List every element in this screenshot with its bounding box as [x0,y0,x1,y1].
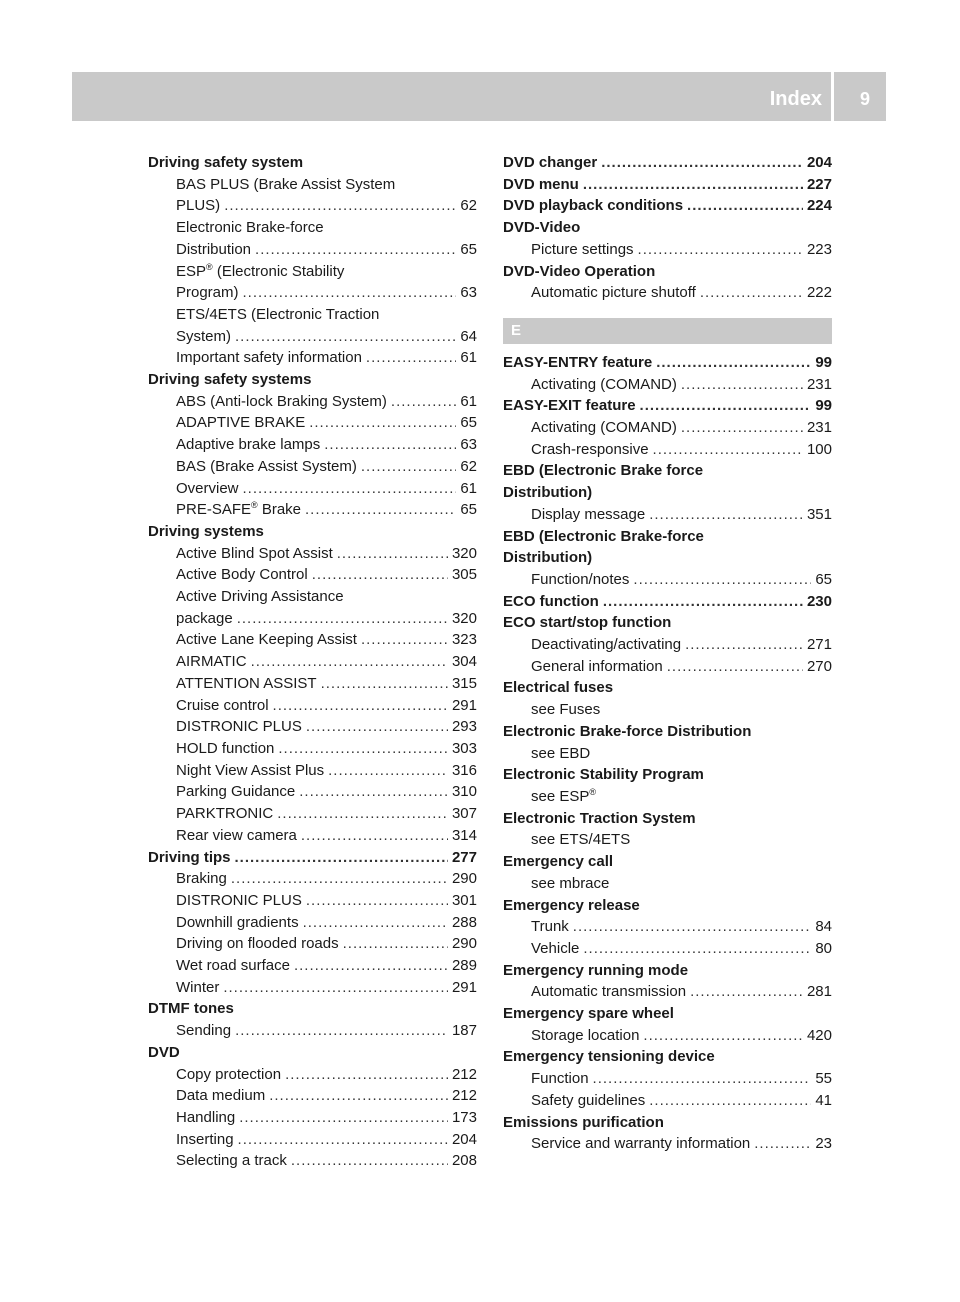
index-subentry[interactable] [503,1133,832,1155]
dot-leader [224,195,456,217]
page-reference[interactable]: 293 [451,718,477,736]
index-heading: Electronic Traction System [503,809,696,827]
entry-term: BAS (Brake Assist System) [176,457,357,475]
index-subentry[interactable] [148,564,477,586]
dot-leader [649,504,803,526]
index-heading: Driving safety system [148,154,304,171]
index-subentry[interactable] [148,1020,477,1042]
dot-leader [640,395,812,417]
page-reference[interactable]: 307 [451,805,477,823]
index-heading: Distribution) [503,549,593,567]
dot-leader [269,1085,448,1107]
index-subentry[interactable] [148,282,477,304]
dot-leader [754,1133,811,1155]
dot-leader [299,781,448,803]
entry-term: DVD menu [503,175,579,193]
index-subentry-text: ESP® (Electronic Stability [176,261,345,280]
index-subentry[interactable] [503,239,832,261]
page-reference[interactable]: 291 [451,978,477,996]
entry-term: Handling [176,1108,236,1126]
index-heading-entry[interactable] [503,395,832,417]
dot-leader [653,439,803,461]
entry-term: Data medium [176,1087,266,1105]
index-subentry[interactable] [148,391,477,413]
dot-leader [603,591,803,613]
page-reference[interactable]: 208 [451,1152,477,1170]
index-subentry[interactable] [148,456,477,478]
entry-term: Inserting [176,1130,234,1148]
entry-term: HOLD function [176,739,275,757]
page-reference[interactable]: 270 [806,657,832,675]
entry-term: Night View Assist Plus [176,761,325,779]
index-heading: Driving safety systems [148,371,312,389]
entry-term: Wet road surface [176,957,290,975]
page-reference[interactable]: 281 [806,983,832,1001]
dot-leader [223,977,448,999]
page-reference[interactable]: 314 [451,826,477,844]
index-subentry-text: see mbrace [531,874,610,892]
page-reference[interactable]: 290 [451,870,477,888]
dot-leader [321,673,448,695]
dot-leader [306,890,448,912]
entry-term: Picture settings [531,240,634,258]
dot-leader [328,760,448,782]
page-reference[interactable]: 65 [460,414,477,432]
page-reference[interactable]: 204 [806,154,832,171]
page-reference[interactable]: 315 [451,674,477,692]
index-subentry[interactable] [503,504,832,526]
dot-leader [277,803,448,825]
index-heading: Distribution) [503,484,593,502]
dot-leader [337,543,448,565]
page-reference[interactable]: 64 [460,327,477,345]
entry-term: PARKTRONIC [176,805,274,823]
page-reference[interactable]: 65 [815,570,832,588]
page-number: 9 [859,89,870,109]
page-reference[interactable]: 204 [451,1130,477,1148]
index-subentry[interactable] [148,803,477,825]
index-heading: ECO start/stop function [503,614,672,632]
index-heading: Emissions purification [503,1113,664,1131]
entry-term: AIRMATIC [176,653,247,671]
index-subentry[interactable] [148,977,477,999]
page-reference[interactable]: 84 [815,918,832,936]
index-subentry-text: see ETS/4ETS [531,831,631,849]
page-reference[interactable]: 290 [451,935,477,953]
index-subentry-text: BAS PLUS (Brake Assist System [176,175,396,193]
dot-leader [681,374,803,396]
index-subentry[interactable] [503,374,832,396]
index-subentry[interactable] [148,499,477,521]
page-reference[interactable]: 23 [815,1135,832,1153]
index-heading: Electrical fuses [503,679,614,697]
page-reference[interactable]: 222 [806,284,832,302]
dot-leader [324,434,456,456]
page-reference[interactable]: 277 [451,848,477,866]
page-reference[interactable]: 55 [815,1070,832,1088]
index-heading: Driving systems [148,522,264,540]
entry-term: Activating (COMAND) [531,375,677,393]
dot-leader [681,417,803,439]
page-reference[interactable]: 231 [806,375,832,393]
index-subentry[interactable] [148,868,477,890]
dot-leader [638,239,803,261]
entry-term: Winter [176,978,220,996]
entry-term: ADAPTIVE BRAKE [176,414,306,432]
dot-leader [667,656,803,678]
page-reference[interactable]: 63 [460,284,477,302]
index-subentry[interactable] [148,825,477,847]
entry-term: Parking Guidance [176,783,296,801]
entry-term: Driving tips [148,848,231,866]
dot-leader [312,564,448,586]
page-reference[interactable]: 316 [451,761,477,779]
page-reference[interactable]: 320 [451,544,477,562]
dot-leader [305,499,456,521]
index-heading: DVD [148,1043,180,1061]
index-heading: Emergency call [503,853,614,871]
page-reference[interactable]: 301 [451,891,477,909]
page-reference[interactable]: 304 [451,653,477,671]
page-reference[interactable]: 320 [451,609,477,627]
dot-leader [243,282,457,304]
index-subentry[interactable] [148,347,477,369]
letter-heading: E [503,318,832,344]
index-subentry[interactable] [148,195,477,217]
section-title: Index [769,88,822,110]
index-heading-entry[interactable] [503,352,832,374]
entry-term: Automatic picture shutoff [531,284,696,302]
dot-leader [361,456,456,478]
page-reference[interactable]: 289 [451,957,477,975]
page-reference[interactable]: 224 [806,197,832,215]
dot-leader [231,868,448,890]
entry-term: System) [176,327,232,345]
index-column-left [148,152,477,1172]
index-subentry[interactable] [148,890,477,912]
page-reference[interactable]: 65 [460,501,477,519]
dot-leader [700,282,803,304]
entry-term: Service and warranty information [531,1135,751,1153]
entry-term: Copy protection [176,1065,282,1083]
index-subentry-text: see EBD [531,744,591,762]
index-heading: Electronic Stability Program [503,766,704,784]
index-subentry[interactable] [148,412,477,434]
index-subentry[interactable] [148,629,477,651]
entry-term: General information [531,657,663,675]
page-reference[interactable]: 99 [815,353,832,371]
dot-leader [366,347,456,369]
entry-term: ECO function [503,592,599,610]
page-reference[interactable]: 310 [451,783,477,801]
page-reference[interactable]: 65 [460,240,477,258]
page-reference[interactable]: 61 [460,479,477,497]
index-subentry[interactable] [503,981,832,1003]
entry-term: DVD playback conditions [503,197,684,215]
index-heading: Emergency release [503,896,640,914]
index-heading: EBD (Electronic Brake-force [503,527,704,545]
entry-term: ABS (Anti-lock Braking System) [176,392,387,410]
dot-leader [243,478,457,500]
page-reference[interactable]: 231 [806,419,832,437]
index-subentry[interactable] [148,1150,477,1172]
entry-term: Distribution [176,240,252,258]
index-subentry[interactable] [148,716,477,738]
registered-mark: ® [589,786,597,797]
index-subentry[interactable] [148,543,477,565]
index-heading: Emergency spare wheel [503,1005,674,1023]
index-subentry[interactable] [503,569,832,591]
page-reference[interactable]: 212 [451,1087,477,1105]
dot-leader [294,955,448,977]
entry-term: Program) [176,284,239,302]
entry-term: DISTRONIC PLUS [176,718,302,736]
index-subentry[interactable] [503,916,832,938]
page-reference[interactable]: 351 [806,505,832,523]
index-heading-entry[interactable] [503,195,832,217]
entry-term: Downhill gradients [176,913,299,931]
entry-term: Function/notes [531,570,630,588]
entry-term: Overview [176,479,239,497]
page-reference[interactable]: 288 [451,913,477,931]
index-subentry-text: see ESP® [531,786,597,805]
entry-term: Crash-responsive [531,440,649,458]
entry-term: Rear view camera [176,826,297,844]
index-subentry[interactable] [503,634,832,656]
index-heading: DTMF tones [148,1000,234,1018]
dot-leader [235,326,456,348]
entry-term: DISTRONIC PLUS [176,891,302,909]
page-reference[interactable]: 230 [806,592,832,610]
entry-term: Trunk [531,918,569,936]
header-bar [72,72,886,121]
page-reference[interactable]: 291 [451,696,477,714]
index-heading-entry[interactable] [148,847,477,869]
page-reference[interactable]: 62 [460,457,477,475]
index-subentry[interactable] [148,1129,477,1151]
entry-term: Function [531,1070,589,1088]
index-heading: Emergency tensioning device [503,1048,715,1066]
dot-leader [573,916,812,938]
dot-leader [237,608,448,630]
page-reference[interactable]: 61 [460,392,477,410]
entry-term: EASY-ENTRY feature [503,353,653,371]
dot-leader [238,1129,448,1151]
entry-term: Cruise control [176,696,269,714]
entry-term: Display message [531,505,646,523]
index-heading: DVD-Video [503,219,581,237]
entry-term: Active Body Control [176,566,308,584]
index-subentry[interactable] [503,938,832,960]
index-subentry[interactable] [503,1068,832,1090]
page-reference[interactable]: 227 [806,175,832,193]
dot-leader [303,912,448,934]
index-subentry-text: ETS/4ETS (Electronic Traction [176,305,380,323]
entry-term: Deactivating/activating [531,636,682,654]
index-subentry[interactable] [503,1025,832,1047]
dot-leader [235,847,448,869]
dot-leader [235,1020,448,1042]
entry-term: Important safety information [176,349,362,367]
entry-term: EASY-EXIT feature [503,397,636,415]
page-reference[interactable]: 187 [451,1022,477,1040]
dot-leader [656,352,811,374]
index-subentry[interactable] [503,439,832,461]
index-subentry[interactable] [148,608,477,630]
page-reference[interactable]: 223 [806,240,832,258]
entry-term: Storage location [531,1026,640,1044]
page-reference[interactable]: 99 [815,397,832,415]
registered-mark: ® [206,261,213,272]
entry-term: Automatic transmission [531,983,687,1001]
dot-leader [685,634,803,656]
index-subentry[interactable] [503,282,832,304]
index-subentry-text: Active Driving Assistance [176,588,344,606]
entry-term: Adaptive brake lamps [176,436,321,454]
index-subentry[interactable] [148,760,477,782]
dot-leader [273,695,448,717]
entry-term: Active Blind Spot Assist [176,544,333,562]
entry-term: DVD changer [503,154,598,171]
index-column-right [503,152,832,1155]
index-subentry[interactable] [148,651,477,673]
index-subentry[interactable] [148,434,477,456]
entry-term: Active Lane Keeping Assist [176,631,357,649]
index-subentry[interactable] [148,673,477,695]
page-reference[interactable]: 305 [451,566,477,584]
dot-leader [309,412,456,434]
index-subentry[interactable] [148,781,477,803]
index-subentry[interactable] [148,239,477,261]
index-subentry[interactable] [148,1107,477,1129]
page-reference[interactable]: 100 [806,440,832,458]
entry-term: Selecting a track [176,1152,287,1170]
index-subentry[interactable] [503,417,832,439]
index-heading: Electronic Brake-force Distribution [503,722,752,740]
dot-leader [239,1107,448,1129]
page-reference[interactable]: 62 [460,197,477,215]
dot-leader [643,1025,803,1047]
index-subentry[interactable] [148,1064,477,1086]
page-reference[interactable]: 420 [806,1026,832,1044]
dot-leader [306,716,448,738]
index-heading: Emergency running mode [503,961,689,979]
dot-leader [278,738,448,760]
header-divider [831,72,834,121]
dot-leader [291,1150,448,1172]
index-heading-entry[interactable] [503,591,832,613]
entry-term: ATTENTION ASSIST [176,674,317,692]
entry-term: Driving on flooded roads [176,935,339,953]
page-reference[interactable]: 173 [451,1108,477,1126]
index-subentry[interactable] [503,656,832,678]
registered-mark: ® [251,500,258,511]
index-subentry[interactable] [148,1085,477,1107]
index-subentry[interactable] [148,478,477,500]
dot-leader [301,825,448,847]
entry-term: Activating (COMAND) [531,419,677,437]
index-subentry[interactable] [148,738,477,760]
page-reference[interactable]: 212 [451,1065,477,1083]
page-reference[interactable]: 41 [815,1091,832,1109]
index-subentry[interactable] [148,912,477,934]
dot-leader [251,651,448,673]
dot-leader [583,938,811,960]
index-subentry-text: Electronic Brake-force [176,219,324,237]
dot-leader [633,569,811,591]
index-subentry[interactable] [148,326,477,348]
dot-leader [391,391,456,413]
dot-leader [593,1068,812,1090]
index-subentry[interactable] [148,695,477,717]
page-reference[interactable]: 63 [460,436,477,454]
index-heading: DVD-Video Operation [503,262,656,280]
page-reference[interactable]: 80 [815,939,832,957]
dot-leader [690,981,803,1003]
entry-term: package [176,609,233,627]
entry-term: Sending [176,1022,232,1040]
index-heading-entry[interactable] [503,174,832,196]
page-reference[interactable]: 303 [451,739,477,757]
entry-term: Braking [176,870,227,888]
page-reference[interactable]: 271 [806,636,832,654]
dot-leader [583,174,803,196]
index-subentry-text: see Fuses [531,701,601,719]
index-subentry[interactable] [148,955,477,977]
dot-leader [255,239,456,261]
dot-leader [361,629,448,651]
entry-term: Vehicle [531,939,580,957]
index-subentry[interactable] [148,933,477,955]
dot-leader [687,195,803,217]
entry-term: PLUS) [176,197,221,215]
index-heading: EBD (Electronic Brake force [503,462,704,480]
index-heading-entry[interactable] [503,152,832,174]
dot-leader [343,933,448,955]
index-subentry[interactable] [503,1090,832,1112]
dot-leader [285,1064,448,1086]
entry-term: PRE-SAFE® Brake [176,500,302,519]
dot-leader [601,152,803,174]
page-reference[interactable]: 61 [460,349,477,367]
page-reference[interactable]: 323 [451,631,477,649]
entry-term: Safety guidelines [531,1091,646,1109]
dot-leader [649,1090,811,1112]
